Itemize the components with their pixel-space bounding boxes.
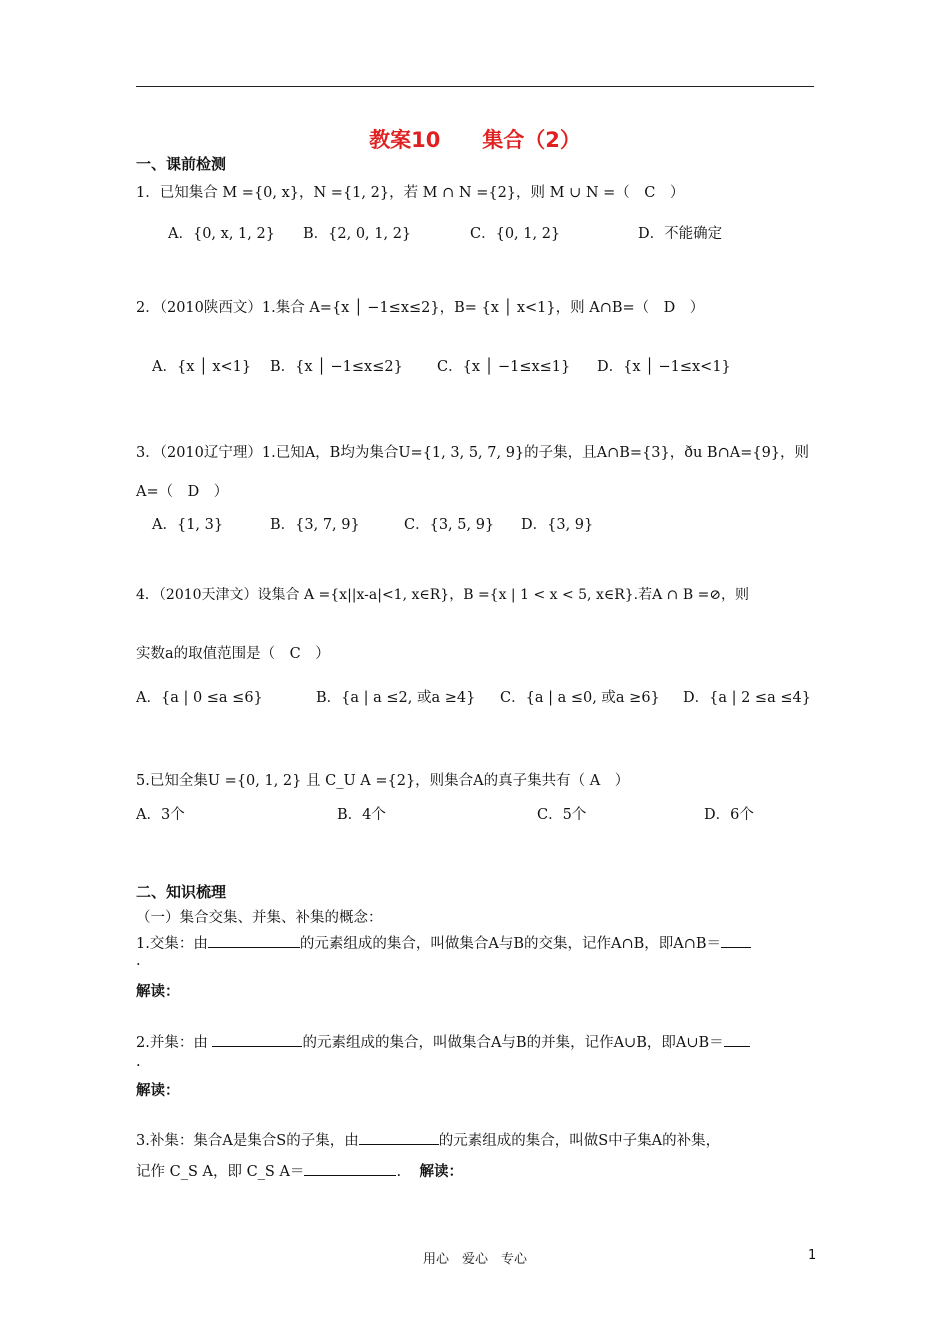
intersection-reading: 解读： — [136, 983, 180, 1000]
q2-option-d: D．{x │ −1≤x<1} — [597, 359, 731, 375]
intersection-label: 1.交集：由 — [136, 936, 208, 952]
knowledge-union — [136, 1031, 750, 1052]
q5-option-d: D．6个 — [704, 807, 754, 823]
q3-option-b: B．{3, 7, 9} — [270, 517, 360, 533]
q2-option-c: C．{x │ −1≤x≤1} — [437, 359, 571, 375]
q4-option-b: B．{a | a ≤2, 或a ≥4} — [316, 690, 476, 706]
q5-option-c: C．5个 — [537, 807, 587, 823]
page-number: 1 — [808, 1248, 817, 1263]
section-heading-1: 一、课前检测 — [136, 155, 227, 173]
question-5: 5.已知全集U ={0, 1, 2} 且 C_U A ={2}，则集合A的真子集共有（ A ） — [136, 773, 630, 789]
q1-option-d: D．不能确定 — [638, 226, 723, 242]
footer-text: 用心 爱心 专心 — [422, 1252, 527, 1267]
union-blank-2[interactable] — [724, 1032, 750, 1047]
intersection-blank-2[interactable] — [721, 933, 751, 948]
union-dot: . — [136, 1054, 141, 1070]
question-2: 2．（2010陕西文）1.集合 A={x │ −1≤x≤2}，B= {x │ x<1}，则 A∩B=（ D ） — [136, 300, 705, 316]
question-4-cont: 实数a的取值范围是（ C ） — [136, 646, 330, 662]
q5-option-a: A．3个 — [136, 807, 185, 823]
q1-option-c: C．{0, 1, 2} — [470, 226, 561, 242]
complement-text: 的元素组成的集合，叫做S中子集A的补集， — [438, 1133, 721, 1149]
q4-option-d: D．{a | 2 ≤a ≤4} — [683, 690, 811, 706]
question-4: 4．（2010天津文）设集合 A ={x||x-a|<1, x∈R}，B ={x | 1 < x < 5, x∈R}.若A ∩ B =⊘，则 — [136, 587, 750, 603]
complement-notation — [136, 1160, 463, 1181]
complement-blank-2[interactable] — [304, 1161, 396, 1176]
intersection-text: 的元素组成的集合，叫做集合A与B的交集，记作A∩B，即A∩B＝ — [299, 936, 722, 952]
question-3: 3．（2010辽宁理）1.已知A，B均为集合U={1, 3, 5, 7, 9}的子集，且A∩B={3}，ðu B∩A={9}，则 — [136, 445, 810, 461]
union-label: 2.并集：由 — [136, 1035, 208, 1051]
union-reading: 解读： — [136, 1082, 180, 1099]
q5-option-b: B．4个 — [337, 807, 386, 823]
q2-option-a: A．{x │ x<1} — [152, 359, 252, 375]
q3-option-a: A．{1, 3} — [152, 517, 224, 533]
subsection-heading: （一）集合交集、并集、补集的概念： — [136, 910, 383, 926]
question-3-cont: A=（ D ） — [136, 484, 229, 500]
union-blank-1[interactable] — [212, 1032, 302, 1047]
complement-label: 3.补集：集合A是集合S的子集，由 — [136, 1133, 359, 1149]
knowledge-intersection — [136, 932, 751, 953]
complement-notation-text: 记作 C_S A，即 C_S A＝ — [136, 1164, 305, 1180]
q3-option-c: C．{3, 5, 9} — [404, 517, 495, 533]
page-title: 教案10 集合（2） — [369, 128, 581, 152]
union-text: 的元素组成的集合，叫做集合A与B的并集，记作A∪B，即A∪B＝ — [302, 1035, 724, 1051]
complement-dot: . — [396, 1164, 402, 1180]
q4-option-a: A．{a | 0 ≤a ≤6} — [136, 690, 263, 706]
complement-reading: 解读： — [419, 1163, 463, 1180]
q1-option-a: A．{0, x, 1, 2} — [168, 226, 275, 242]
section-heading-2: 二、知识梳理 — [136, 883, 227, 901]
complement-blank-1[interactable] — [359, 1130, 439, 1145]
question-1: 1．已知集合 M ={0, x}，N ={1, 2}，若 M ∩ N ={2}，则 M ∪ N =（ C ） — [136, 185, 685, 201]
header-rule — [136, 86, 814, 87]
q2-option-b: B．{x │ −1≤x≤2} — [270, 359, 403, 375]
q4-option-c: C．{a | a ≤0, 或a ≥6} — [500, 690, 660, 706]
knowledge-complement — [136, 1129, 720, 1150]
q1-option-b: B．{2, 0, 1, 2} — [303, 226, 412, 242]
q3-option-d: D．{3, 9} — [521, 517, 594, 533]
intersection-dot: . — [136, 953, 141, 969]
intersection-blank-1[interactable] — [208, 933, 300, 948]
